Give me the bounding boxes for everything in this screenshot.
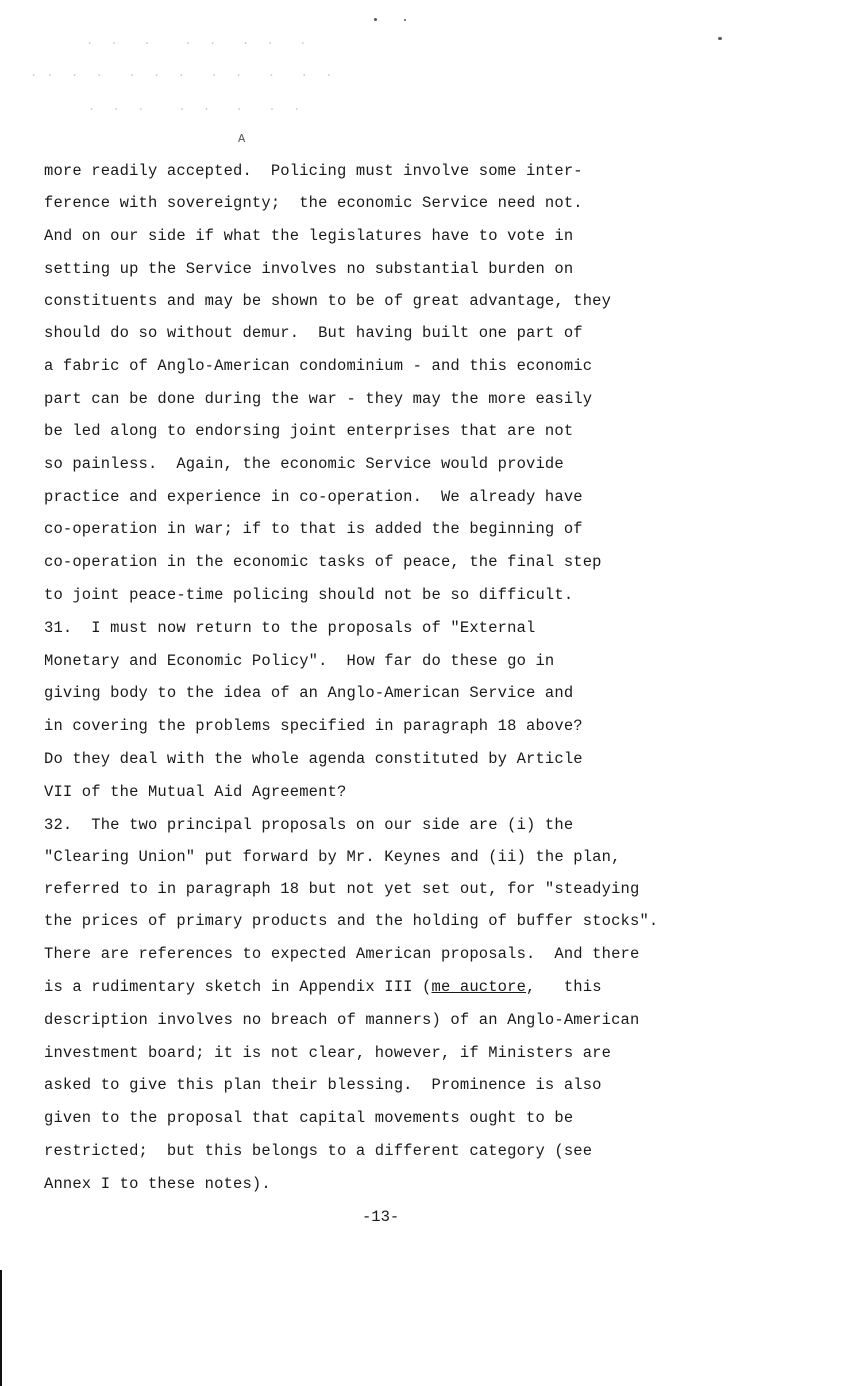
text-line: "Clearing Union" put forward by Mr. Keynes and (ii) the plan, [44,848,621,866]
text-line: setting up the Service involves no substantial burden on [44,260,574,278]
text-line: Do they deal with the whole agenda constituted by Article [44,750,583,768]
bleed-through-text: . . . . . . . . . . . . [30,66,334,80]
paragraph-31-start: 31. I must now return to the proposals of "External [44,619,536,637]
text-line: co-operation in war; if to that is added the beginning of [44,520,583,538]
bleed-through-text: . . . . . . . . [88,100,302,114]
text-line: a fabric of Anglo-American condominium - and this economic [44,357,593,375]
text-line: Monetary and Economic Policy". How far do these go in [44,652,555,670]
text-line: more readily accepted. Policing must involve some inter- [44,162,583,180]
text-line: giving body to the idea of an Anglo-American Service and [44,684,574,702]
text-line: so painless. Again, the economic Service would provide [44,455,564,473]
text-line: co-operation in the economic tasks of peace, the final step [44,553,602,571]
page-number: -13- [362,1208,400,1226]
text-line: Annex I to these notes). [44,1175,271,1193]
text-line: should do so without demur. But having built one part of [44,324,583,342]
scan-speck [718,37,722,40]
text-line: referred to in paragraph 18 but not yet set out, for "steadying [44,880,640,898]
text-segment: , this [526,978,602,996]
text-line: There are references to expected American proposals. And there [44,945,640,963]
text-line: part can be done during the war - they may the more easily [44,390,593,408]
text-line: be led along to endorsing joint enterprises that are not [44,422,574,440]
scan-speck [404,19,406,21]
text-line: the prices of primary products and the holding of buffer stocks". [44,912,659,930]
text-line: investment board; it is not clear, however, if Ministers are [44,1044,612,1062]
text-line: constituents and may be shown to be of great advantage, they [44,292,612,310]
scan-edge-mark [0,1270,2,1386]
text-line: given to the proposal that capital movements ought to be [44,1109,574,1127]
text-line: And on our side if what the legislatures have to vote in [44,227,574,245]
text-line: asked to give this plan their blessing. Prominence is also [44,1076,602,1094]
text-line: ference with sovereignty; the economic Service need not. [44,194,583,212]
text-line: restricted; but this belongs to a different category (see [44,1142,593,1160]
text-segment: is a rudimentary sketch in Appendix III ( [44,978,432,996]
text-line: to joint peace-time policing should not be so difficult. [44,586,574,604]
paragraph-32-start: 32. The two principal proposals on our side are (i) the [44,816,574,834]
scan-speck [374,18,377,21]
bleed-through-text: . . . . . . . . [86,34,308,48]
text-line-with-underline [44,976,602,998]
faint-top-mark: A [238,132,246,146]
text-line: VII of the Mutual Aid Agreement? [44,783,347,801]
text-line: description involves no breach of manners) of an Anglo-American [44,1011,640,1029]
text-line: practice and experience in co-operation. We already have [44,488,583,506]
underlined-phrase: me auctore [431,978,527,996]
text-line: in covering the problems specified in paragraph 18 above? [44,717,583,735]
